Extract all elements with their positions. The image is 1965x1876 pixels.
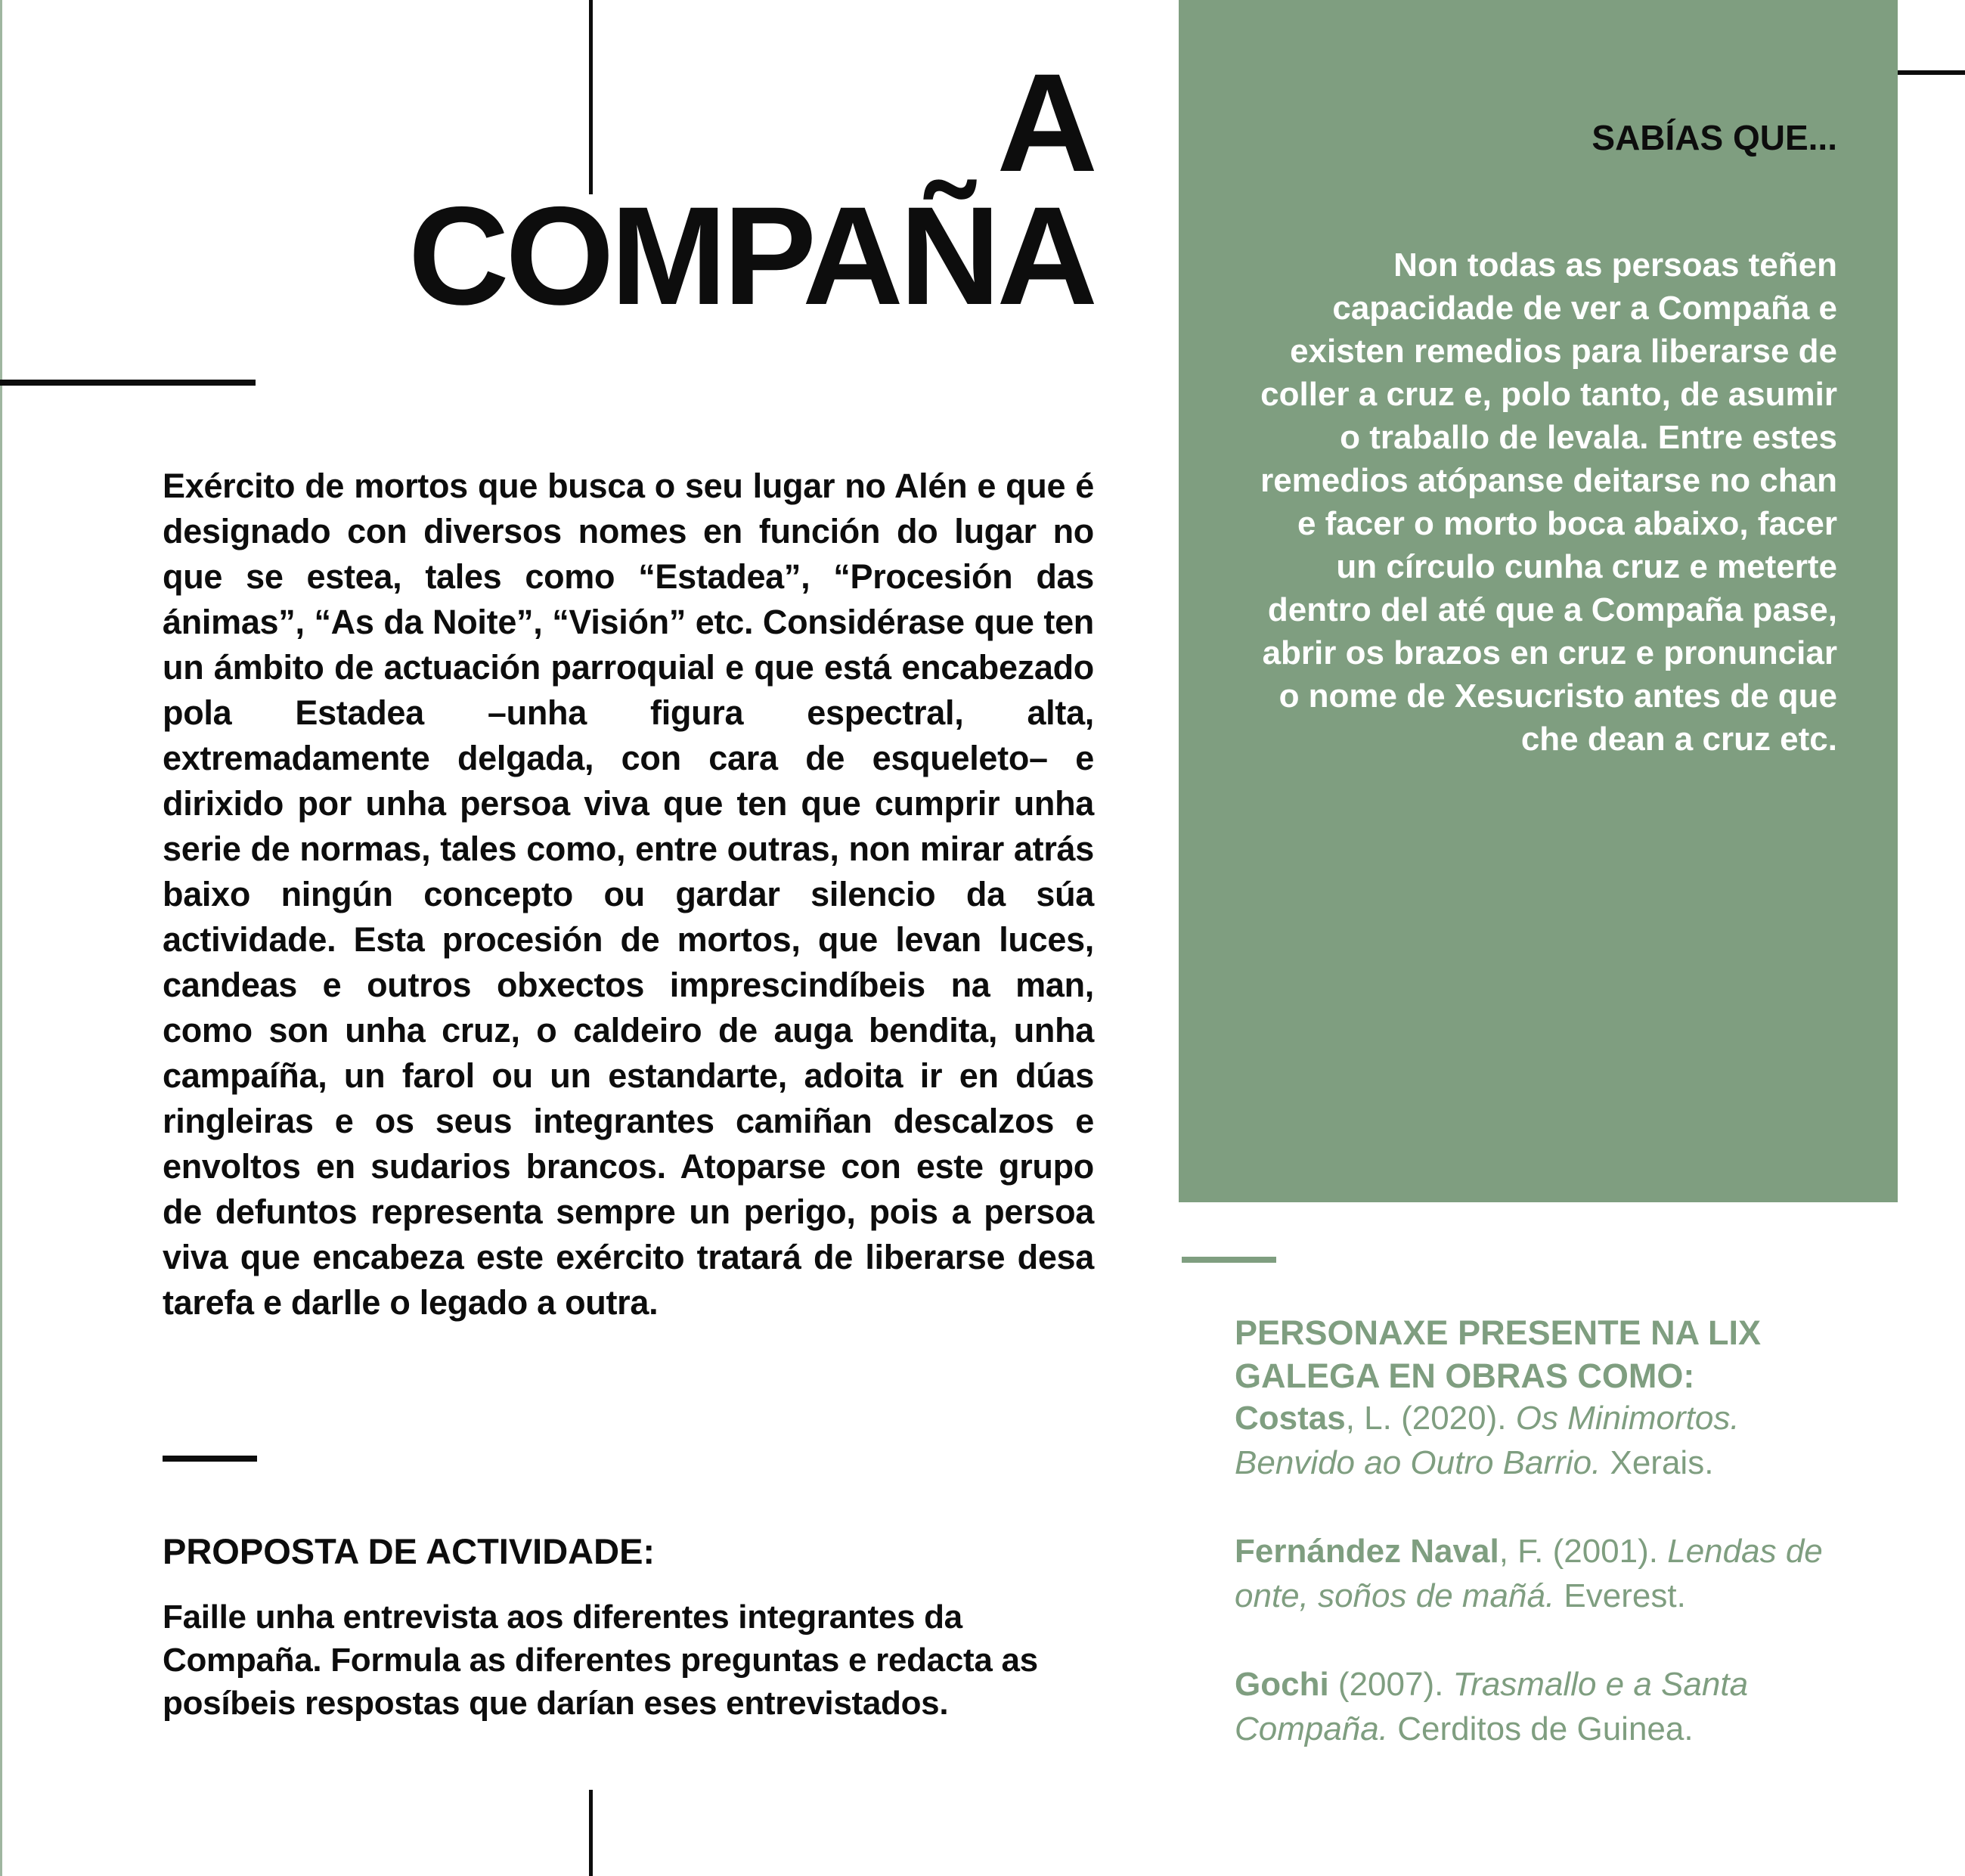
page-title xyxy=(302,45,1094,334)
reference-detail: , F. (2001). xyxy=(1499,1533,1668,1570)
bottom-vertical-rule xyxy=(589,1790,593,1876)
page-title-line2: COMPAÑA xyxy=(408,178,1094,334)
reference-author: Costas xyxy=(1235,1400,1346,1437)
reference-publisher: Xerais. xyxy=(1601,1444,1714,1481)
reference-list xyxy=(1235,1396,1855,1795)
did-you-know-heading: SABÍAS QUE... xyxy=(1592,118,1837,158)
activity-body-text: Faille unha entrevista aos diferentes integrantes da Compaña. Formula as diferentes preguntas e redacta as posíbeis respostas que darían eses entrevistados. xyxy=(163,1598,1038,1722)
reference-work-title: Os Minimortos. Benvido ao Outro Barrio. xyxy=(1235,1400,1740,1481)
reference-author: Gochi xyxy=(1235,1666,1329,1703)
activity-heading: PROPOSTA DE ACTIVIDADE: xyxy=(163,1531,656,1571)
reference-entry xyxy=(1235,1662,1855,1751)
article-body-text: Exército de mortos que busca o seu lugar no Alén e que é designado con diversos nomes en función do lugar no que se estea, tales como “Estadea”, “Procesión das ánimas”, “As da Noite”, “Visión” etc. Considérase que ten un ámbito de actuación parroquial e que está encabezado pola Estadea –unha figura espectral, alta, extremadamente delgada, con cara de esqueleto– e dirixido por unha persoa viva que ten que cumprir unha serie de normas, tales como, entre outras, non mirar atrás baixo ningún concepto ou gardar silencio da súa actividade. Esta procesión de mortos, que levan luces, candeas e outros obxectos imprescindíbeis na man, como son unha cruz, o caldeiro de auga bendita, unha campaíña, un farol ou un estandarte, adoita ir en dúas ringleiras e os seus integrantes camiñan descalzos e envoltos en sudarios brancos. Atoparse con este grupo de defuntos representa sempre un perigo, pois a persoa viva que encabeza este exército tratará de liberarse desa tarefa e darlle o legado a outra. xyxy=(163,467,1094,1322)
reference-detail: , L. (2020). xyxy=(1345,1400,1516,1437)
page-title-line1: A xyxy=(996,45,1094,201)
reference-work-title: Trasmallo e a Santa Compaña. xyxy=(1235,1666,1749,1747)
intro-divider-rule xyxy=(0,380,256,386)
reference-work-title: Lendas de onte, soños de mañá. xyxy=(1235,1533,1823,1614)
literature-heading: PERSONAXE PRESENTE NA LIX GALEGA EN OBRAS COMO: xyxy=(1235,1313,1761,1396)
reference-detail: (2007). xyxy=(1328,1666,1453,1703)
did-you-know-box xyxy=(1179,0,1898,1202)
reference-publisher: Cerditos de Guinea. xyxy=(1388,1710,1694,1747)
page-left-edge-line xyxy=(0,0,2,1876)
reference-publisher: Everest. xyxy=(1554,1577,1686,1614)
reference-entry xyxy=(1235,1529,1855,1618)
did-you-know-body-text: Non todas as persoas teñen capacidade de ver a Compaña e existen remedios para liberarse de coller a cruz e, polo tanto, de asumir o traballo de levala. Entre estes remedios atópanse deitarse no chan e facer o morto boca abaixo, facer un círculo cunha cruz e meterte dentro del até que a Compaña pase, abrir os brazos en cruz e pronunciar o nome de Xesucristo antes de que che dean a cruz etc. xyxy=(1260,247,1837,758)
activity-divider-rule xyxy=(163,1456,257,1462)
reference-entry xyxy=(1235,1396,1855,1485)
literature-divider-rule xyxy=(1182,1257,1276,1263)
reference-author: Fernández Naval xyxy=(1235,1533,1499,1570)
